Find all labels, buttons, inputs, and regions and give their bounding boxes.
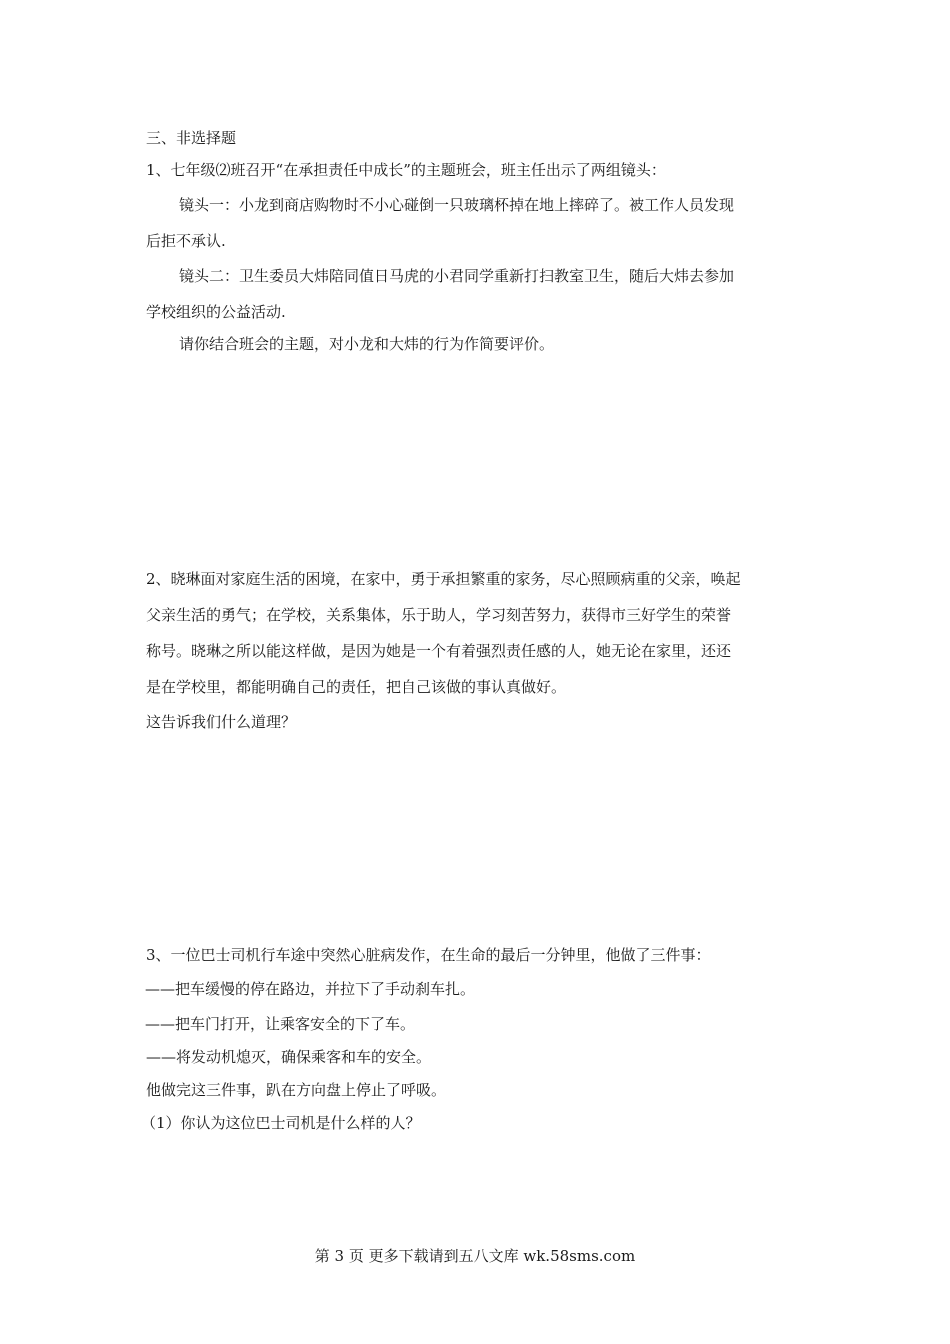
q3-item3: ——将发动机熄灭，确保乘客和车的安全。 [146, 1048, 432, 1066]
q1-scene1-line1: 镜头一：小龙到商店购物时不小心碰倒一只玻璃杯掉在地上摔碎了。被工作人员发现 [179, 196, 735, 214]
q1-scene2-line2: 学校组织的公益活动. [146, 303, 286, 321]
q1-scene2-line1: 镜头二：卫生委员大炜陪同值日马虎的小君同学重新打扫教室卫生，随后大炜去参加 [179, 267, 735, 285]
q1-scene1-line2: 后拒不承认. [146, 232, 226, 250]
q3-after: 他做完这三件事，趴在方向盘上停止了呼吸。 [146, 1081, 447, 1099]
q3-stem: 3、一位巴士司机行车途中突然心脏病发作，在生命的最后一分钟里，他做了三件事： [146, 946, 711, 964]
q2-question: 这告诉我们什么道理？ [146, 713, 297, 731]
q2-line1: 2、晓琳面对家庭生活的困境，在家中，勇于承担繁重的家务，尽心照顾病重的父亲，唤起 [146, 570, 741, 588]
q3-sub1: （1）你认为这位巴士司机是什么样的人？ [141, 1114, 421, 1132]
page-footer: 第 3 页 更多下载请到五八文库 wk.58sms.com [314, 1247, 636, 1265]
q3-item2: ——把车门打开，让乘客安全的下了车。 [145, 1015, 416, 1033]
q1-stem: 1、七年级⑵班召开“在承担责任中成长”的主题班会，班主任出示了两组镜头： [146, 161, 666, 179]
q1-question: 请你结合班会的主题，对小龙和大炜的行为作简要评价。 [179, 335, 555, 353]
q2-line3: 称号。晓琳之所以能这样做，是因为她是一个有着强烈责任感的人，她无论在家里，还还 [146, 642, 732, 660]
section-title: 三、非选择题 [146, 129, 237, 147]
q2-line4: 是在学校里，都能明确自己的责任，把自己该做的事认真做好。 [146, 678, 567, 696]
q3-item1: ——把车缓慢的停在路边，并拉下了手动刹车扎。 [145, 980, 476, 998]
q2-line2: 父亲生活的勇气；在学校，关系集体，乐于助人，学习刻苦努力，获得市三好学生的荣誉 [146, 606, 732, 624]
